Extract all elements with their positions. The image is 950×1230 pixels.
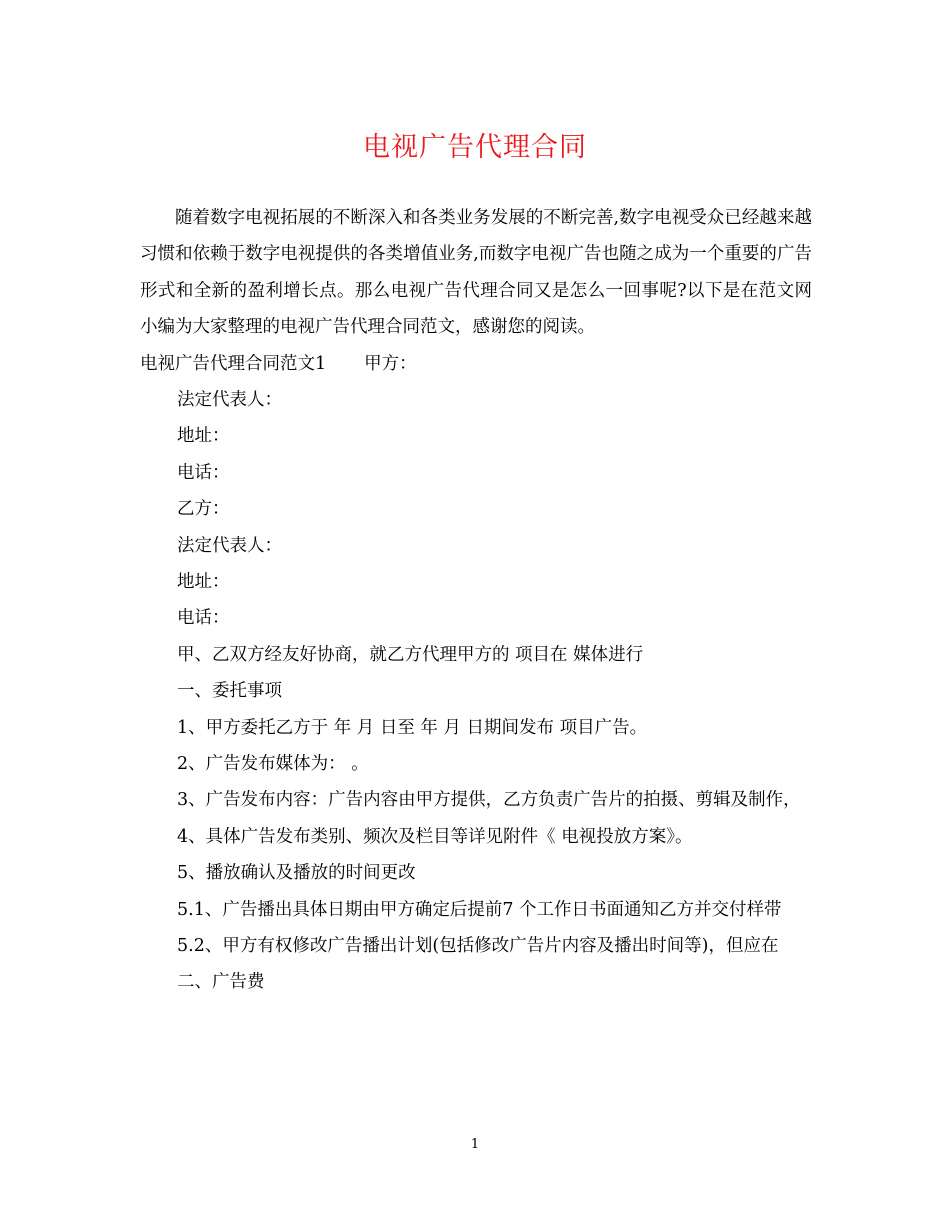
party-a-phone: 电话：: [177, 462, 230, 483]
party-b-phone: 电话：: [177, 608, 230, 629]
clause-5: 5、播放确认及播放的时间更改: [177, 863, 416, 884]
party-a-label: 甲方：: [364, 353, 417, 374]
party-b-rep: 法定代表人：: [177, 535, 282, 556]
heading-advertising-fee: 二、广告费: [177, 972, 265, 993]
section-heading: 电视广告代理合同范文1: [140, 353, 327, 374]
document-body: [140, 200, 812, 1001]
clause-5-2: 5.2、甲方有权修改广告播出计划(包括修改广告片内容及播出时间等)，但应在: [177, 935, 779, 956]
party-a-rep: 法定代表人：: [177, 390, 282, 411]
party-b-address: 地址：: [177, 571, 230, 592]
clause-3: 3、广告发布内容：广告内容由甲方提供，乙方负责广告片的拍摄、剪辑及制作，: [177, 790, 801, 811]
document-title: 电视广告代理合同: [363, 132, 587, 163]
intro-paragraph: 随着数字电视拓展的不断深入和各类业务发展的不断完善,数字电视受众已经越来越习惯和依赖于数字电视提供的各类增值业务,而数字电视广告也随之成为一个重要的广告形式和全新的盈利增长点。那么电视广告代理合同又是怎么一回事呢?以下是在范文网小编为大家整理的电视广告代理合同范文，感谢您的阅读。: [140, 208, 812, 338]
clause-5-1: 5.1、广告播出具体日期由甲方确定后提前7 个工作日书面通知乙方并交付样带: [177, 899, 782, 920]
party-b-label: 乙方：: [177, 499, 230, 520]
party-a-address: 地址：: [177, 426, 230, 447]
clause-1: 1、甲方委托乙方于 年 月 日至 年 月 日期间发布 项目广告。: [177, 717, 648, 738]
agreement-text: 甲、乙双方经友好协商，就乙方代理甲方的 项目在 媒体进行: [177, 644, 644, 665]
clause-4: 4、具体广告发布类别、频次及栏目等详见附件《 电视投放方案》。: [177, 826, 693, 847]
page-number: 1: [470, 1137, 480, 1152]
section-heading-line: [140, 346, 812, 382]
clause-2: 2、广告发布媒体为： 。: [177, 753, 369, 774]
heading-entrusted-matters: 一、委托事项: [177, 681, 282, 702]
